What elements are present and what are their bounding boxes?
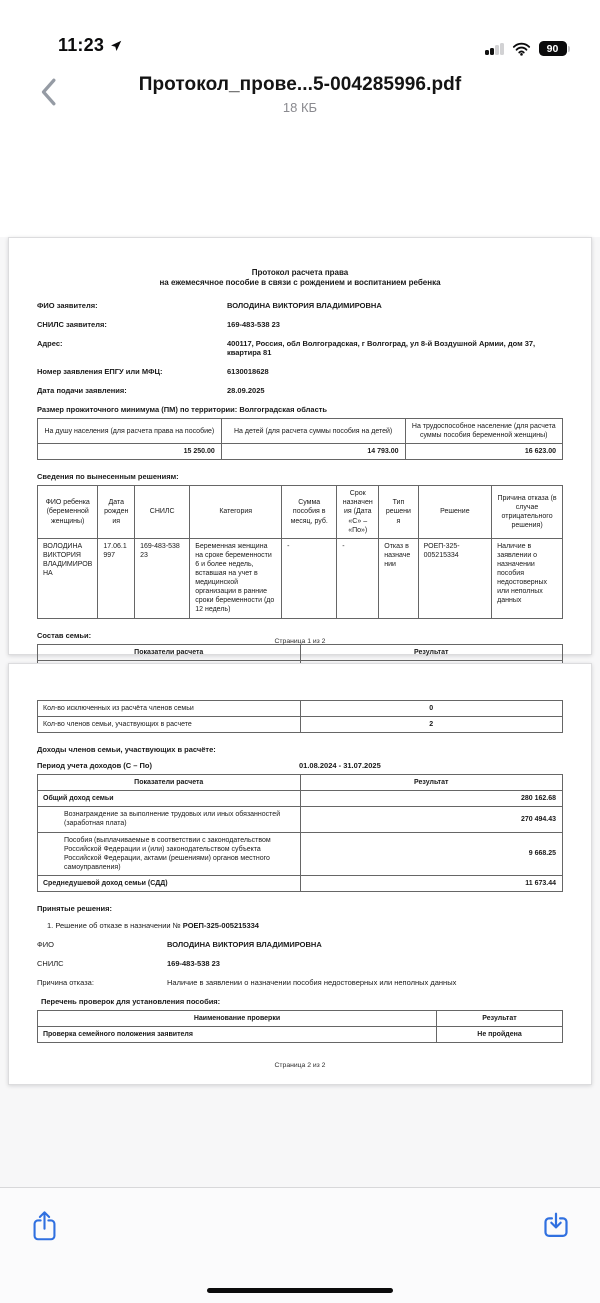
field-row: СНИЛС 169-483-538 23 xyxy=(37,959,220,969)
document-title: Протокол расчета права на ежемесячное пособие в связи с рождением и воспитанием ребенка xyxy=(159,268,441,287)
page-number: Страница 2 из 2 xyxy=(274,1062,326,1069)
checks-heading: Перечень проверок для установления пособия: xyxy=(41,997,221,1007)
pdf-page-2 xyxy=(8,663,592,1085)
table-row: Пособия (выплачиваемые в соответствии с законодательством Российской Федерации и (или) законодательством субъекта Российской Федерации, актами (решениями) органов местного самоуправления) 9 668.25 xyxy=(38,832,563,875)
income-period: Период учета доходов (С – По) 01.08.2024 - 31.07.2025 xyxy=(37,761,381,771)
clock: 11:23 xyxy=(58,35,105,55)
pdf-page-1 xyxy=(8,237,592,655)
table-row: Кол-во членов семьи, участвующих в расчете 2 xyxy=(38,717,563,733)
location-arrow-icon xyxy=(109,39,123,53)
wifi-icon xyxy=(512,42,531,56)
table-row: Вознаграждение за выполнение трудовых или иных обязанностей (заработная плата) 270 494.43 xyxy=(38,807,563,832)
page-number: Страница 1 из 2 xyxy=(274,638,326,645)
field-row: СНИЛС заявителя: 169-483-538 23 xyxy=(37,320,280,329)
pm-heading: Размер прожиточного минимума (ПМ) по территории: Волгоградская область xyxy=(37,405,328,414)
back-button[interactable] xyxy=(30,70,66,114)
status-bar xyxy=(0,0,600,62)
pdf-scroll-area[interactable] xyxy=(0,140,600,1187)
header xyxy=(0,62,600,140)
cellular-signal-icon xyxy=(485,43,504,55)
table-row: Кол-во исключенных из расчёта членов семьи 0 xyxy=(38,701,563,717)
battery-percent: 90 xyxy=(539,41,567,56)
field-row: Причина отказа: Наличие в заявлении о назначении пособия недостоверных или неполных данных xyxy=(37,978,457,988)
family-heading: Состав семьи: xyxy=(37,630,92,640)
checks-table: Наименование проверки Результат Проверка семейного положения заявителя Не пройдена xyxy=(37,1010,563,1043)
file-title: Протокол_прове...5-004285996.pdf xyxy=(138,74,462,95)
family-table-continued xyxy=(37,700,563,733)
field-row: Номер заявления ЕПГУ или МФЦ: 6130018628 xyxy=(37,367,269,376)
pm-table: На душу населения (для расчета права на пособие) На детей (для расчета суммы пособия на детей) На трудоспособное население (для расчета суммы пособия беременной женщины) 15 250.00 14 793.00 16 623.00 xyxy=(37,418,563,460)
decisions-table: ФИО ребенка (беременной женщины) Дата рождения СНИЛС Категория Сумма пособия в месяц, руб. Срок назначения (Дата «С» – «По») Тип решения Решение Причина отказа (в случае отрицательного решения) ВОЛОДИНА ВИКТОРИЯ ВЛАДИМИРОВНА 17.06.1997 169-483-538 23 Беременная женщина на сроке беременности 6 и более недель, вставшая на учет в медицинской организации в ранние сроки беременности (до 12 недель) - - Отказ в назначении РОЕП-325-005215334 Наличие в заявлении о назначении пособия недостоверных или неполных данных xyxy=(37,485,563,618)
taken-decisions-heading: Принятые решения: xyxy=(37,904,113,914)
field-row: Дата подачи заявления: 28.09.2025 xyxy=(37,386,265,395)
download-button[interactable] xyxy=(534,1204,578,1248)
battery-icon xyxy=(539,41,571,56)
table-row: Общий доход семьи 280 162.68 xyxy=(38,791,563,807)
share-button[interactable] xyxy=(22,1204,66,1248)
home-indicator[interactable] xyxy=(207,1288,393,1294)
table-row: Проверка семейного положения заявителя Не пройдена xyxy=(38,1027,563,1043)
scroll-spacer xyxy=(0,140,600,237)
table-row: 15 250.00 14 793.00 16 623.00 xyxy=(38,444,563,460)
income-table: Показатели расчета Результат Общий доход семьи 280 162.68 Вознаграждение за выполнение трудовых или иных обязанностей (заработная плата) 270 494.43 Пособия (выплачиваемые в соответствии с законодательством Российской Федерации и (или) законодательством субъекта Российской Федерации, актами (решениями) органов местного самоуправления) 9 668.25 Среднедушевой доход семьи (СДД) 11 673.44 xyxy=(37,774,563,892)
income-heading: Доходы членов семьи, участвующих в расчёте: xyxy=(37,745,216,755)
decisions-heading: Сведения по вынесенным решениям: xyxy=(37,472,179,482)
download-icon xyxy=(542,1212,570,1240)
bottom-toolbar xyxy=(0,1187,600,1303)
share-icon xyxy=(31,1210,58,1242)
table-row: Среднедушевой доход семьи (СДД) 11 673.44 xyxy=(38,875,563,891)
family-table: Показатели расчета Результат xyxy=(37,644,563,677)
decision-fields xyxy=(37,940,563,987)
field-row: ФИО заявителя: ВОЛОДИНА ВИКТОРИЯ ВЛАДИМИРОВНА xyxy=(37,301,382,310)
applicant-fields xyxy=(37,301,563,395)
field-row: Адрес: 400117, Россия, обл Волгоградская, г Волгоград, ул 8-й Воздушной Армии, дом 37, квартира 81 xyxy=(37,339,536,357)
chevron-left-icon xyxy=(41,78,56,106)
field-row: ФИО ВОЛОДИНА ВИКТОРИЯ ВЛАДИМИРОВНА xyxy=(37,940,322,950)
file-size: 18 КБ xyxy=(282,100,318,115)
decision-item: 1. Решение об отказе в назначении № РОЕП-325-005215334 xyxy=(47,921,259,931)
table-row: ВОЛОДИНА ВИКТОРИЯ ВЛАДИМИРОВНА 17.06.1997 169-483-538 23 Беременная женщина на сроке беременности 6 и более недель, вставшая на учет в медицинской организации в ранние сроки беременности (до 12 недель) - - Отказ в назначении РОЕП-325-005215334 Наличие в заявлении о назначении пособия недостоверных или неполных данных xyxy=(38,538,563,618)
